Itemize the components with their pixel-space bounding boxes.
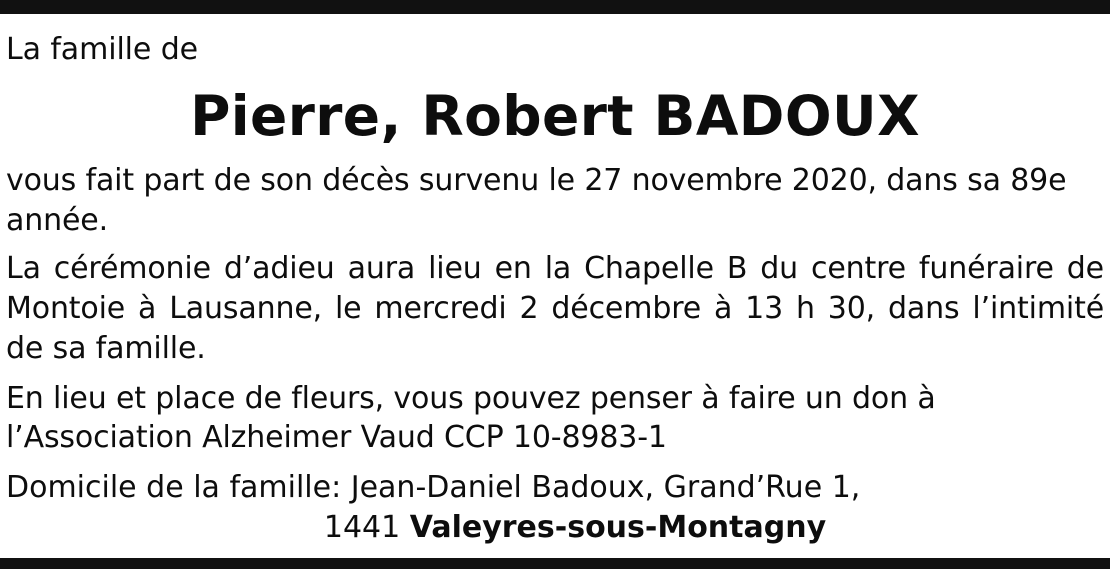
family-address-city-line [6,508,1104,548]
top-rule-divider [0,0,1110,14]
intro-line: La famille de [6,32,199,67]
death-announcement-text: vous fait part de son décès survenu le 27 novembre 2020, dans sa 89e année. [6,163,1067,238]
postal-code: 1441 [323,510,410,546]
deceased-name: Pierre, Robert BADOUX [190,84,920,149]
notice-body [0,14,1110,558]
donation-request-text: En lieu et place de fleurs, vous pouvez penser à faire un don à l’Association Alzheimer Vaud CCP 10-8983-1 [6,380,936,456]
family-address-line: Domicile de la famille: Jean-Daniel Badoux, Grand’Rue 1, [6,470,861,506]
city-name: Valeyres-sous-Montagny [409,510,827,546]
ceremony-details-text: La cérémonie d’adieu aura lieu en la Chapelle B du centre funéraire de Montoie à Lausanne, le mercredi 2 décembre à 13 h 30, dans l’intimité de sa famille. [6,250,1104,366]
bottom-rule-divider [0,558,1110,569]
